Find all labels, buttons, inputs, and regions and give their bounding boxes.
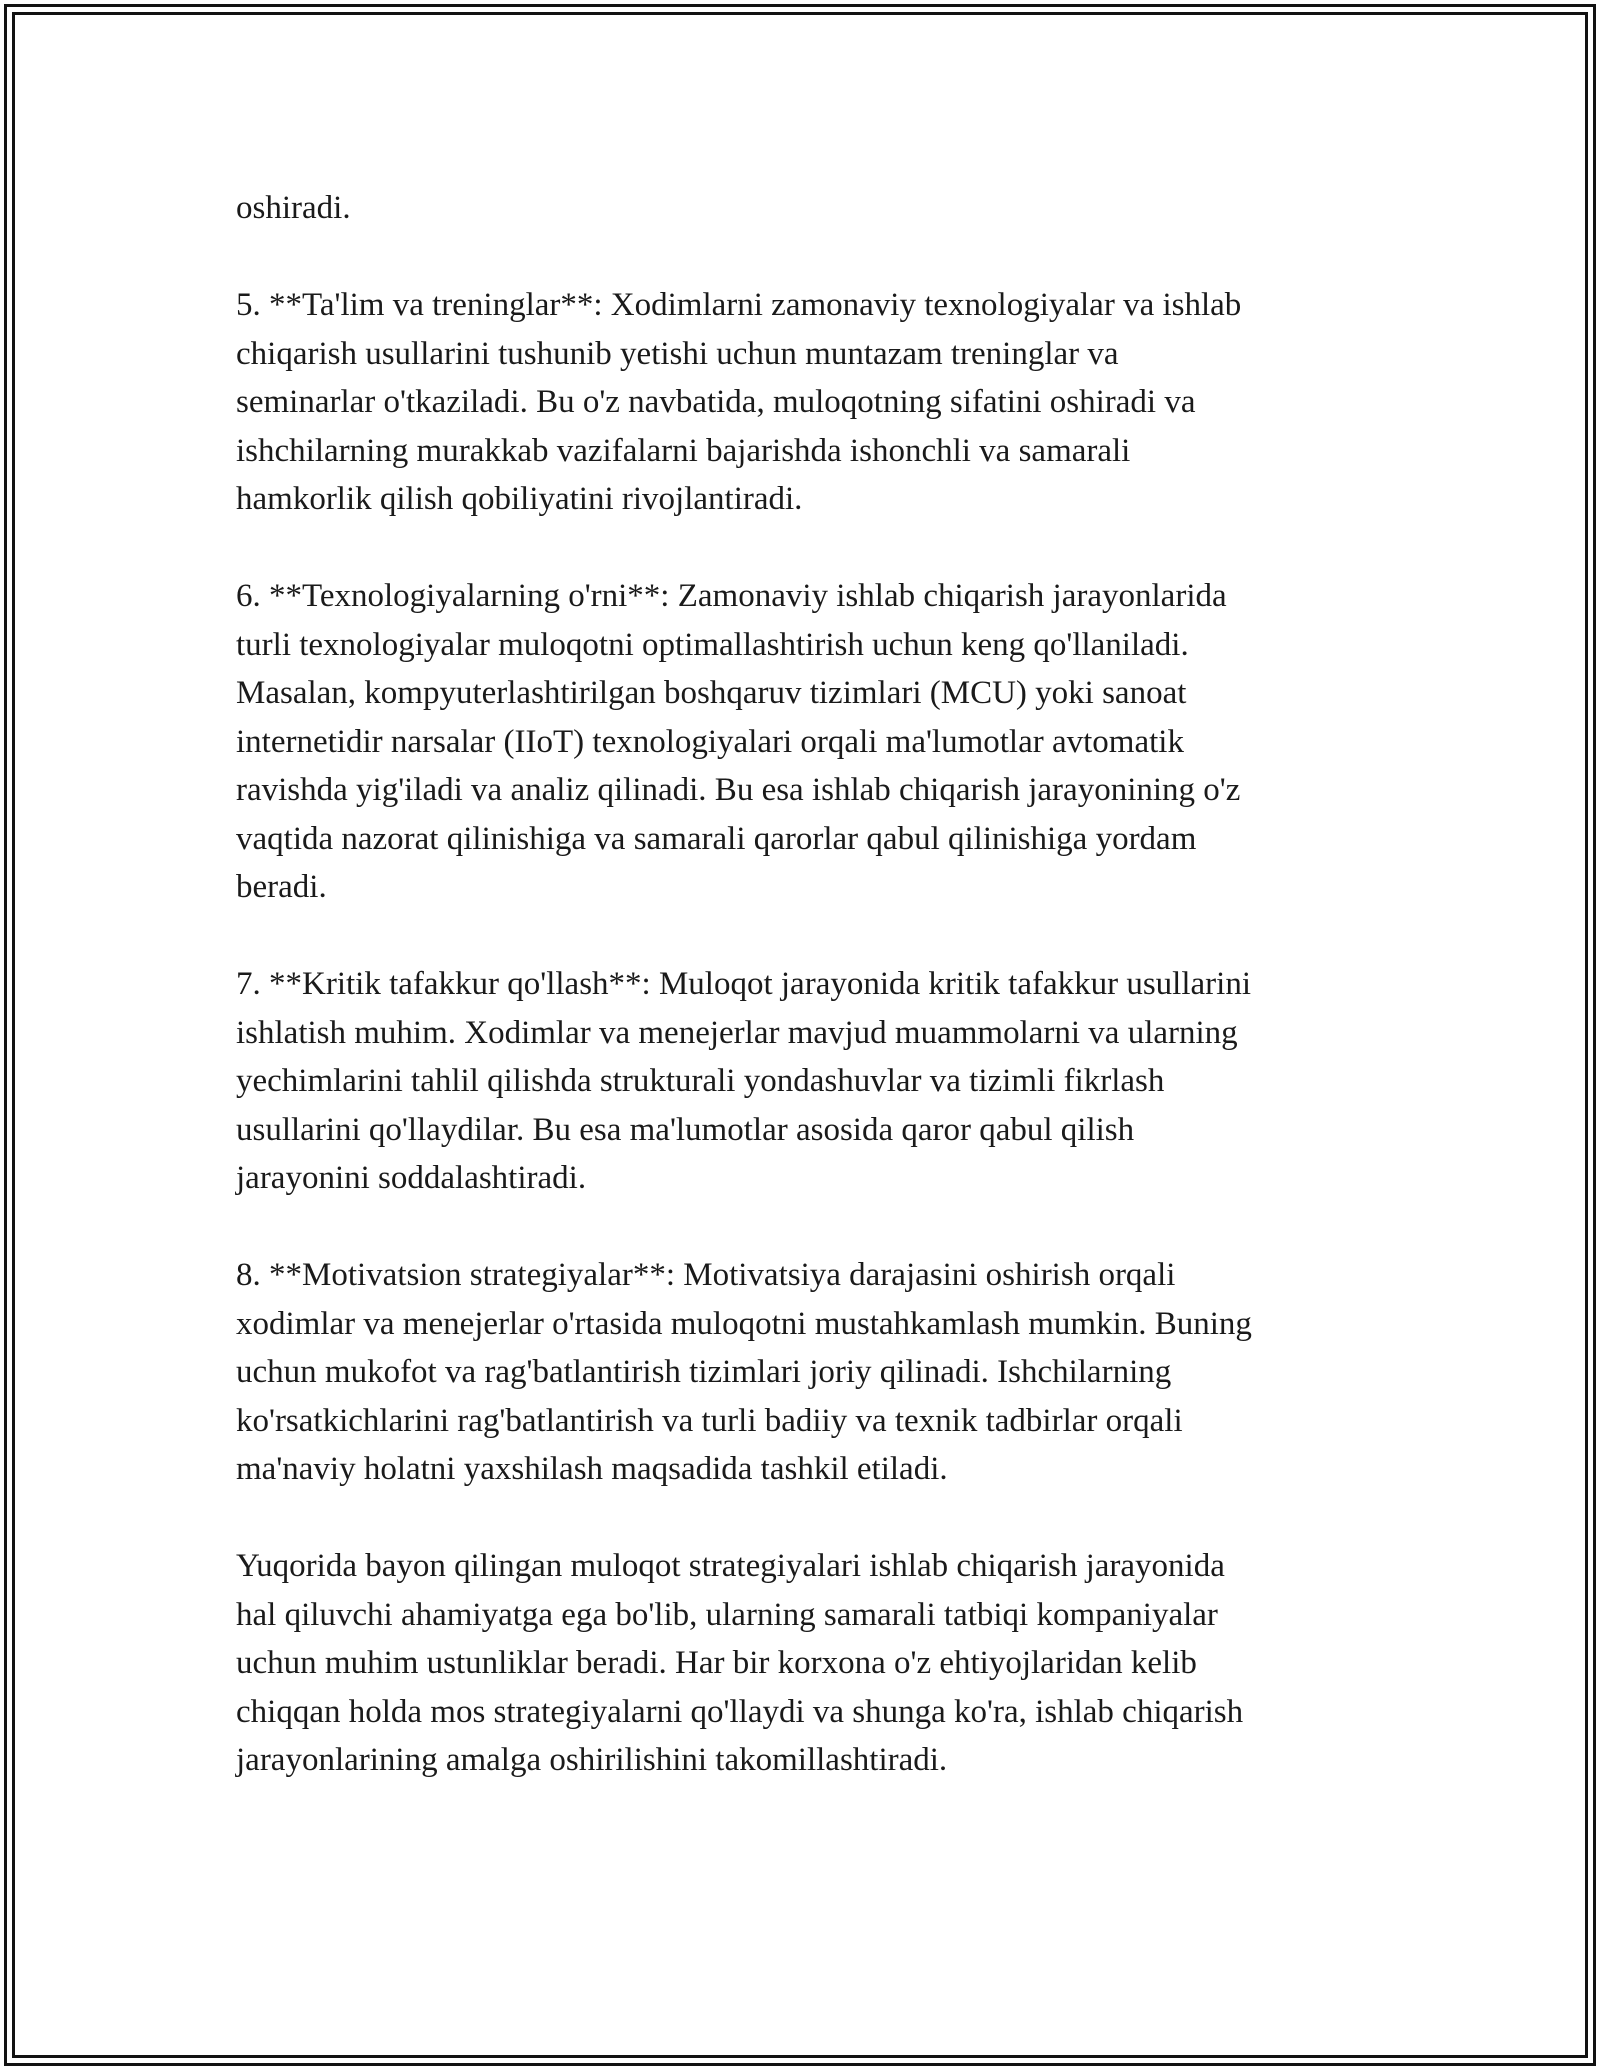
paragraph-item-5: 5. **Ta'lim va treninglar**: Xodimlarni zamonaviy texnologiyalar va ishlab chiqarish usullarini tushunib yetishi uchun muntazam treninglar va seminarlar o'tkaziladi. Bu o'z navbatida, muloqotning sifatini oshiradi va ishchilarning murakkab vazifalarni bajarishda ishonchli va samarali hamkorlik qilish qobiliyatini rivojlantiradi. xyxy=(236,287,1242,517)
paragraph-conclusion: Yuqorida bayon qilingan muloqot strategiyalari ishlab chiqarish jarayonida hal qiluvchi ahamiyatga ega bo'lib, ularning samarali tatbiqi kompaniyalar uchun muhim ustunliklar beradi. Har bir korxona o'z ehtiyojlaridan kelib chiqqan holda mos strategiyalarni qo'llaydi va shunga ko'ra, ishlab chiqarish jarayonlarining amalga oshirilishini takomillashtiradi. xyxy=(236,1548,1244,1778)
document-body xyxy=(236,184,1376,1833)
paragraph-item-6: 6. **Texnologiyalarning o'rni**: Zamonaviy ishlab chiqarish jarayonlarida turli texnologiyalar muloqotni optimallashtirish uchun keng qo'llaniladi. Masalan, kompyuterlashtirilgan boshqaruv tizimlari (MCU) yoki sanoat internetidir narsalar (IIoT) texnologiyalari orqali ma'lumotlar avtomatik ravishda yig'iladi va analiz qilinadi. Bu esa ishlab chiqarish jarayonining o'z vaqtida nazorat qilinishiga va samarali qarorlar qabul qilinishiga yordam beradi. xyxy=(236,578,1241,905)
paragraph-continuation: oshiradi. xyxy=(236,190,351,226)
paragraph-item-7: 7. **Kritik tafakkur qo'llash**: Muloqot jarayonida kritik tafakkur usullarini ishlatish muhim. Xodimlar va menejerlar mavjud muammolarni va ularning yechimlarini tahlil qilishda strukturali yondashuvlar va tizimli fikrlash usullarini qo'llaydilar. Bu esa ma'lumotlar asosida qaror qabul qilish jarayonini soddalashtiradi. xyxy=(236,966,1251,1196)
paragraph-item-8: 8. **Motivatsion strategiyalar**: Motivatsiya darajasini oshirish orqali xodimlar va menejerlar o'rtasida muloqotni mustahkamlash mumkin. Buning uchun mukofot va rag'batlantirish tizimlari joriy qilinadi. Ishchilarning ko'rsatkichlarini rag'batlantirish va turli badiiy va texnik tadbirlar orqali ma'naviy holatni yaxshilash maqsadida tashkil etiladi. xyxy=(236,1257,1252,1487)
